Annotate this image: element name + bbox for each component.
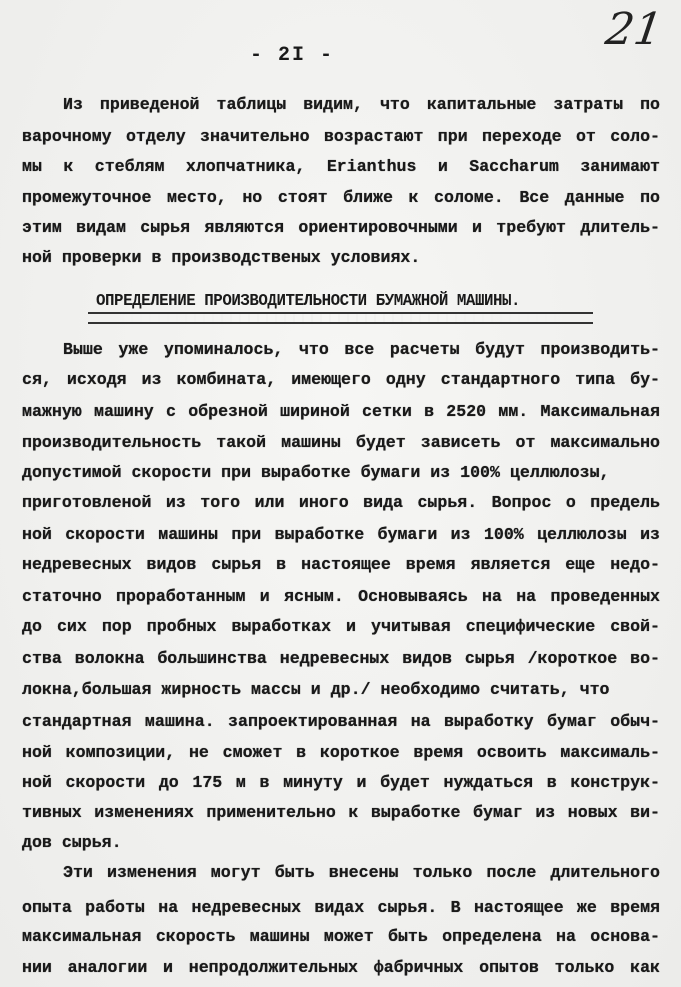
paragraph-2-line: ства волокна большинства недревесных видов сырья /короткое во- bbox=[22, 649, 660, 668]
paragraph-3-line: опыта работы на недревесных видах сырья. В настоящее же время bbox=[22, 898, 660, 917]
paragraph-2-line: допустимой скорости при выработке бумаги из 100% целлюлозы, bbox=[22, 463, 610, 482]
paragraph-1-line: варочному отделу значительно возрастают при переходе от соло- bbox=[22, 127, 660, 146]
paragraph-2-line: статочно проработанным и ясным. Основываясь на на проведенных bbox=[22, 587, 660, 606]
paragraph-2-line: недревесных видов сырья в настоящее время является еще недо- bbox=[22, 555, 660, 574]
paragraph-2-line: мажную машину с обрезной шириной сетки в 2520 мм. Максимальная bbox=[22, 402, 660, 421]
paragraph-1-line: промежуточное место, но стоят ближе к соломе. Все данные по bbox=[22, 188, 660, 207]
paragraph-2-line: дов сырья. bbox=[22, 833, 122, 852]
heading-double-underline bbox=[88, 312, 593, 324]
paragraph-2-line: ной скорости до 175 м в минуту и будет нуждаться в конструк- bbox=[22, 773, 660, 792]
paragraph-2-line: локна,большая жирность массы и др./ необходимо считать, что bbox=[22, 680, 610, 699]
paragraph-2-line: тивных изменениях применительно к выработке бумаг из новых ви- bbox=[22, 803, 660, 822]
handwritten-page-number: 21 bbox=[602, 4, 666, 55]
paragraph-1-line: этим видам сырья являются ориентировочными и требуют длитель- bbox=[22, 218, 660, 237]
paragraph-1-line: Из приведеной таблицы видим, что капитальные затраты по bbox=[63, 95, 660, 114]
paragraph-1-line: ной проверки в производственых условиях. bbox=[22, 248, 421, 267]
paragraph-2-line: ной композиции, не сможет в короткое время освоить максималь- bbox=[22, 743, 660, 762]
paragraph-2-line: Выше уже упоминалось, что все расчеты будут производить- bbox=[63, 340, 660, 359]
paragraph-3-line: максимальная скорость машины может быть определена на основа- bbox=[22, 927, 660, 946]
section-heading: ОПРЕДЕЛЕНИЕ ПРОИЗВОДИТЕЛЬНОСТИ БУМАЖНОЙ МАШИНЫ. bbox=[96, 292, 521, 311]
paragraph-2-line: приготовленой из того или иного вида сырья. Вопрос о предель bbox=[22, 493, 660, 512]
paragraph-1-line: мы к стеблям хлопчатника, Erianthus и Saccharum занимают bbox=[22, 157, 660, 176]
page-number: - 2I - bbox=[250, 44, 335, 67]
paragraph-2-line: стандартная машина. запроектированная на выработку бумаг обыч- bbox=[22, 712, 660, 731]
paragraph-2-line: ной скорости машины при выработке бумаги из 100% целлюлозы из bbox=[22, 525, 660, 544]
paragraph-2-line: ся, исходя из комбината, имеющего одну стандартного типа бу- bbox=[22, 370, 660, 389]
paragraph-3-line: нии аналогии и непродолжительных фабричных опытов только как bbox=[22, 958, 660, 977]
paragraph-2-line: производительность такой машины будет зависеть от максимально bbox=[22, 433, 660, 452]
paragraph-3-line: Эти изменения могут быть внесены только после длительного bbox=[63, 863, 660, 882]
paragraph-2-line: до сих пор пробных выработках и учитывая специфические свой- bbox=[22, 617, 660, 636]
